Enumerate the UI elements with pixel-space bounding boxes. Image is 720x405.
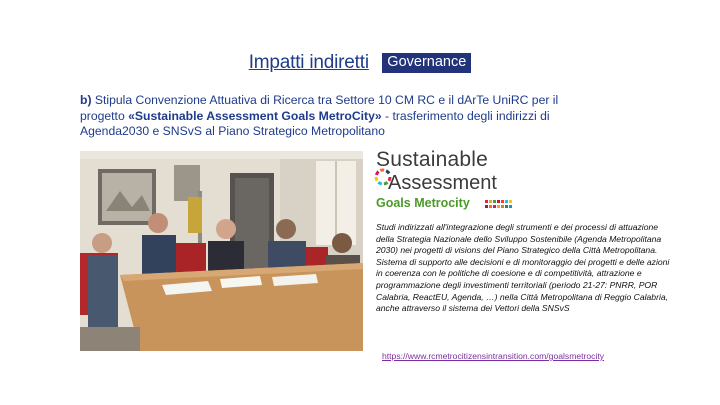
project-name: «Sustainable Assessment Goals MetroCity» xyxy=(128,108,382,123)
description-paragraph-2: Sistema di supporto alle decisioni e di monitoraggio dei progetti e delle azioni in coerenza con le politiche di coesione e di competitività, attrazione e programmazione degli investimenti territoriali (periodo 21-27: PNRR, POR Calabria, ReactEU, Agenda, …) nella Città Metropolitana di Reggio Calabria, anche attraverso il sistema dei Vettori della SNSvS xyxy=(376,256,670,314)
goals-metrocity-link[interactable]: https://www.rcmetrocitizensintransition.com/goalsmetrocity xyxy=(382,351,605,361)
subtitle-label: b) xyxy=(80,93,92,107)
meeting-photo xyxy=(80,151,363,351)
meeting-photo-illustration xyxy=(80,151,363,351)
logo-line3: Goals Metrocity xyxy=(376,196,470,210)
subtitle-text-after: - trasferimento degli indirizzi di Agenda2030 e SNSvS al Piano Strategico Metropolitano xyxy=(80,108,550,138)
subtitle-text-before: Stipula Convenzione Attuativa di Ricerca tra Settore 10 CM RC e il dArTe UniRC per il progetto xyxy=(80,93,559,123)
logo-line1: Sustainable xyxy=(376,148,488,171)
governance-badge: Governance xyxy=(382,53,471,73)
title-row xyxy=(0,52,720,74)
description-paragraph-1: Studi indirizzati all'integrazione degli strumenti e dei processi di attuazione della Strategia Nazionale dello Sviluppo Sostenibile (Agenda Metropolitana 2030) nei progetti di visions del Piano Strategico della Città Metropolitana. xyxy=(376,222,662,256)
sdg-color-grid-icon xyxy=(485,200,515,212)
project-description xyxy=(376,222,676,315)
logo-line2: Assessment xyxy=(388,172,497,194)
page-title: Impatti indiretti xyxy=(248,52,369,73)
subtitle xyxy=(80,93,580,140)
sustainable-assessment-logo xyxy=(376,148,536,218)
